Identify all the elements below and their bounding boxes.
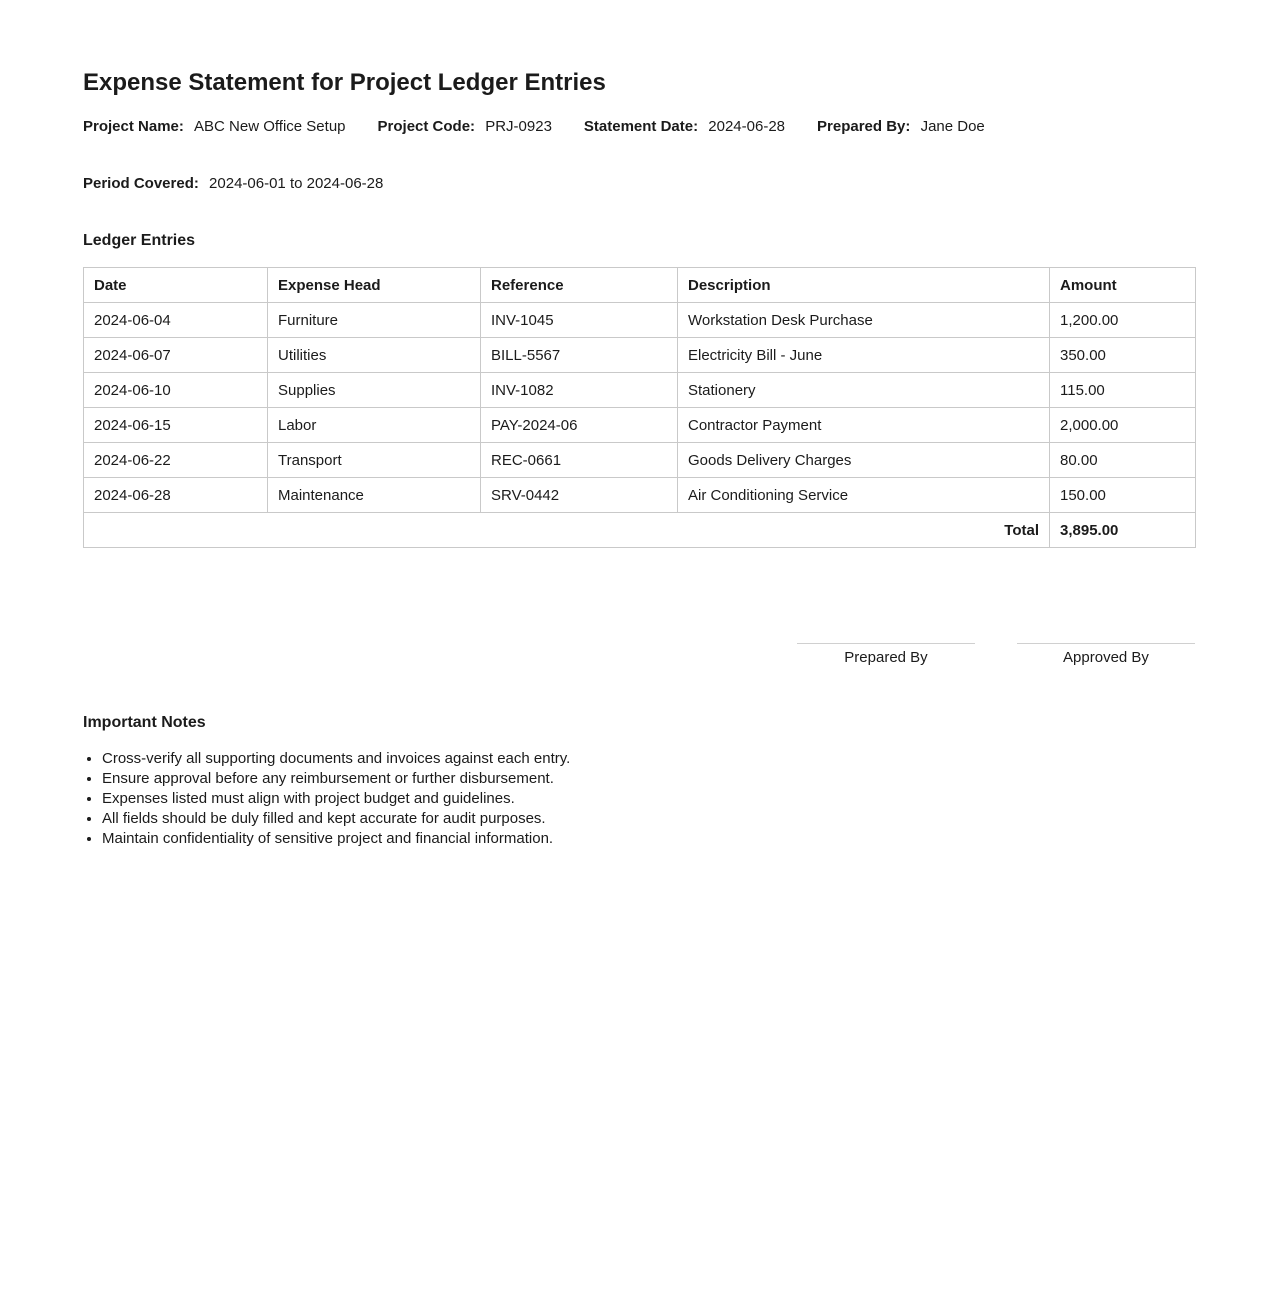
meta-prepared-by-value: Jane Doe	[920, 118, 985, 135]
cell-description: Contractor Payment	[678, 408, 1050, 443]
meta-statement-date-value: 2024-06-28	[708, 118, 786, 135]
prepared-by-signature	[797, 643, 975, 667]
table-row	[84, 373, 1196, 408]
cell-amount: 1,200.00	[1050, 303, 1196, 338]
prepared-by-signature-label: Prepared By	[844, 649, 928, 666]
cell-date: 2024-06-15	[84, 408, 268, 443]
cell-amount: 2,000.00	[1050, 408, 1196, 443]
cell-reference: SRV-0442	[481, 478, 678, 513]
note-item: • Ensure approval before any reimbursement or further disbursement.	[102, 769, 1195, 789]
cell-reference: INV-1082	[481, 373, 678, 408]
cell-reference: REC-0661	[481, 443, 678, 478]
table-row	[84, 443, 1196, 478]
cell-date: 2024-06-10	[84, 373, 268, 408]
table-row	[84, 338, 1196, 373]
note-item: • Expenses listed must align with project budget and guidelines.	[102, 789, 1195, 809]
important-notes-heading: Important Notes	[83, 714, 206, 731]
cell-description: Workstation Desk Purchase	[678, 303, 1050, 338]
cell-date: 2024-06-04	[84, 303, 268, 338]
header-row	[84, 268, 1196, 303]
cell-reference: BILL-5567	[481, 338, 678, 373]
cell-amount: 80.00	[1050, 443, 1196, 478]
column-header-expense-head: Expense Head	[268, 268, 481, 303]
column-header-reference: Reference	[481, 268, 678, 303]
table-row	[84, 408, 1196, 443]
meta-project-code-value: PRJ-0923	[485, 118, 552, 135]
meta-prepared-by	[817, 118, 985, 136]
period-covered-row	[83, 175, 1195, 193]
meta-project-code	[378, 118, 552, 136]
meta-project-name-label: Project Name:	[83, 118, 184, 135]
cell-description: Electricity Bill - June	[678, 338, 1050, 373]
cell-expense-head: Labor	[268, 408, 481, 443]
note-item: • Maintain confidentiality of sensitive project and financial information.	[102, 829, 1195, 849]
meta-project-name-value: ABC New Office Setup	[194, 118, 346, 135]
cell-date: 2024-06-28	[84, 478, 268, 513]
table-row	[84, 303, 1196, 338]
cell-description: Stationery	[678, 373, 1050, 408]
cell-reference: PAY-2024-06	[481, 408, 678, 443]
cell-expense-head: Maintenance	[268, 478, 481, 513]
cell-amount: 115.00	[1050, 373, 1196, 408]
cell-expense-head: Furniture	[268, 303, 481, 338]
note-item: • All fields should be duly filled and kept accurate for audit purposes.	[102, 809, 1195, 829]
document-meta-row	[83, 118, 1195, 136]
meta-prepared-by-label: Prepared By:	[817, 118, 911, 135]
notes-list	[83, 749, 1195, 849]
meta-project-name	[83, 118, 346, 136]
page-title: Expense Statement for Project Ledger Entries	[83, 69, 606, 96]
period-covered-label: Period Covered:	[83, 175, 199, 192]
period-covered-value: 2024-06-01 to 2024-06-28	[209, 175, 384, 192]
cell-description: Goods Delivery Charges	[678, 443, 1050, 478]
cell-expense-head: Transport	[268, 443, 481, 478]
column-header-amount: Amount	[1050, 268, 1196, 303]
cell-description: Air Conditioning Service	[678, 478, 1050, 513]
note-item: • Cross-verify all supporting documents and invoices against each entry.	[102, 749, 1195, 769]
column-header-description: Description	[678, 268, 1050, 303]
cell-expense-head: Utilities	[268, 338, 481, 373]
cell-amount: 350.00	[1050, 338, 1196, 373]
table-row	[84, 478, 1196, 513]
approved-by-signature-label: Approved By	[1063, 649, 1149, 666]
total-label: Total	[84, 513, 1050, 548]
signature-row	[83, 643, 1195, 667]
cell-date: 2024-06-07	[84, 338, 268, 373]
ledger-table	[83, 267, 1196, 548]
meta-statement-date	[584, 118, 785, 136]
cell-date: 2024-06-22	[84, 443, 268, 478]
ledger-table-footer	[84, 513, 1196, 548]
cell-reference: INV-1045	[481, 303, 678, 338]
total-value: 3,895.00	[1050, 513, 1196, 548]
ledger-table-header	[84, 268, 1196, 303]
cell-expense-head: Supplies	[268, 373, 481, 408]
column-header-date: Date	[84, 268, 268, 303]
cell-amount: 150.00	[1050, 478, 1196, 513]
meta-project-code-label: Project Code:	[377, 118, 476, 135]
total-row	[84, 513, 1196, 548]
ledger-table-body	[84, 303, 1196, 513]
approved-by-signature	[1017, 643, 1195, 667]
ledger-entries-heading: Ledger Entries	[83, 232, 196, 249]
meta-statement-date-label: Statement Date:	[583, 118, 699, 135]
